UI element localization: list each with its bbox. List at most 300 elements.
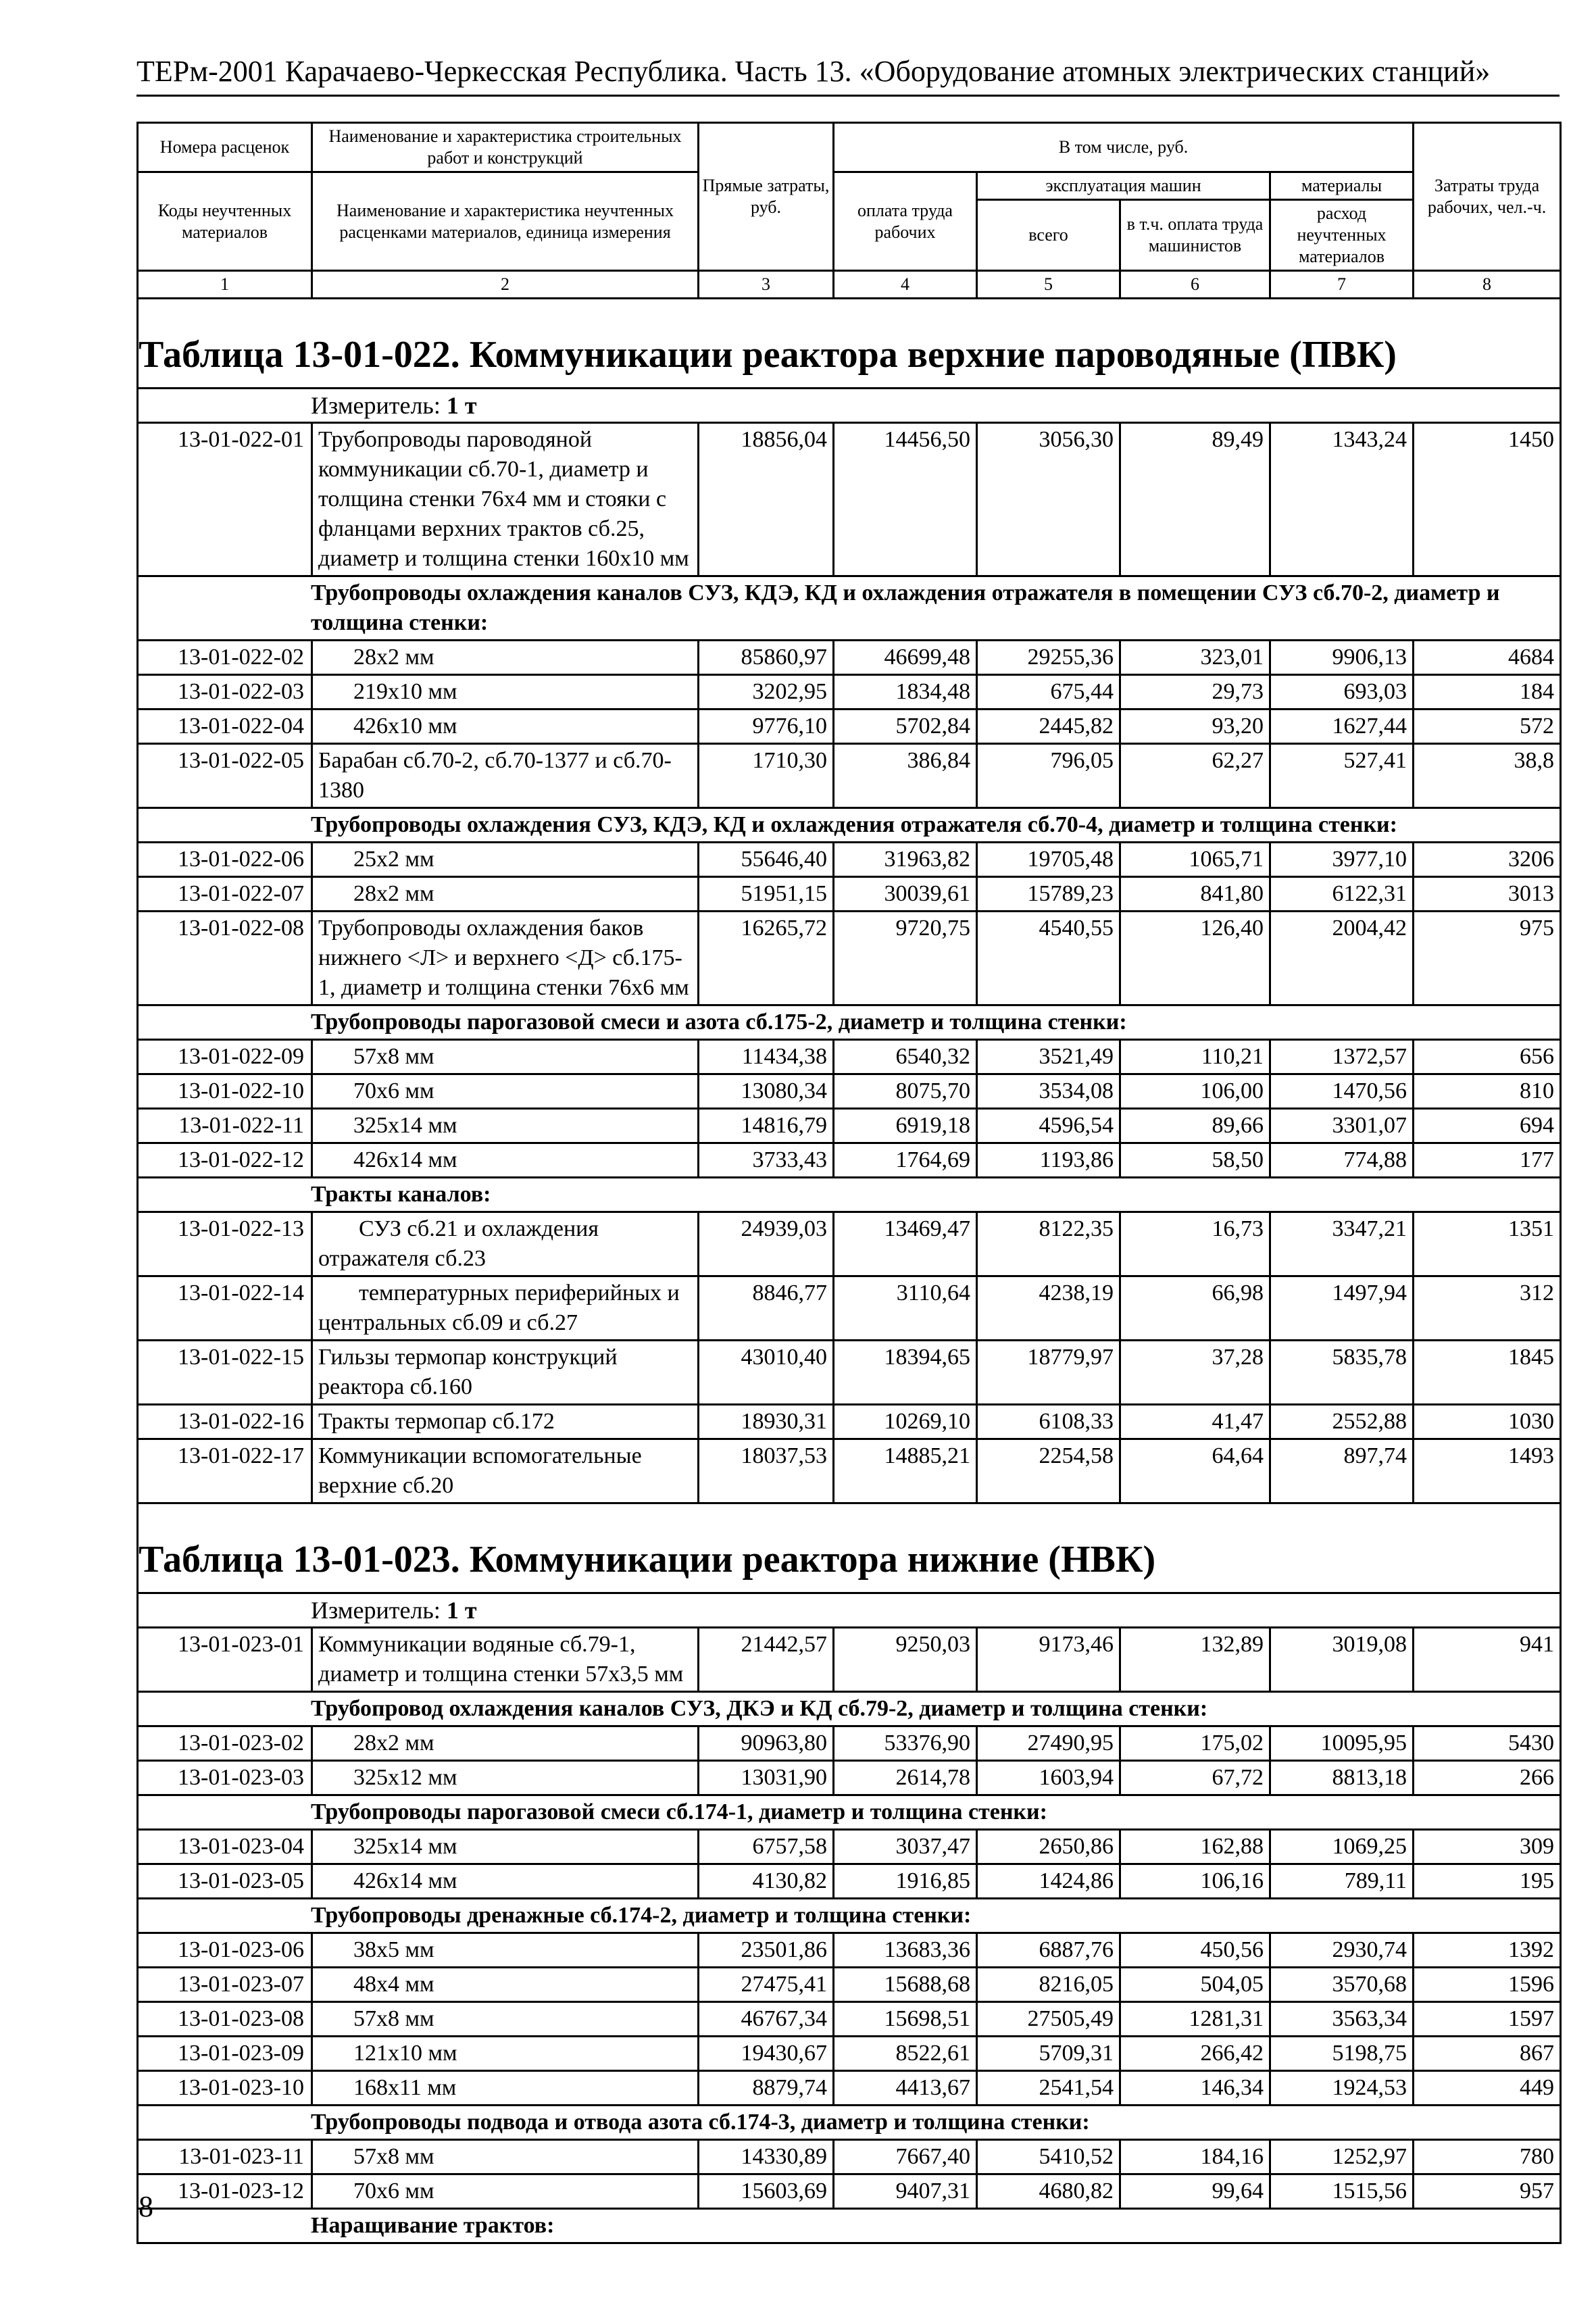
material-consumption-value: 5835,78 <box>1270 1341 1414 1405</box>
worker-pay-value: 7667,40 <box>834 2140 977 2174</box>
rate-code: 13-01-023-02 <box>138 1726 312 1761</box>
labor-costs-value: 1351 <box>1414 1212 1561 1276</box>
machines-total-value: 27505,49 <box>977 2002 1120 2037</box>
page-header: ТЕРм-2001 Карачаево-Черкесская Республика. Часть 13. «Оборудование атомных электрических станций» <box>136 55 1491 88</box>
rate-description: 426х10 мм <box>312 710 699 744</box>
measure-value: 1 т <box>446 392 477 419</box>
machines-total-value: 1193,86 <box>977 1143 1120 1178</box>
direct-costs-value: 43010,40 <box>699 1341 834 1405</box>
direct-costs-value: 46767,34 <box>699 2002 834 2037</box>
machinist-pay-value: 266,42 <box>1120 2037 1270 2071</box>
worker-pay-value: 14885,21 <box>834 1439 977 1503</box>
labor-costs-value: 184 <box>1414 675 1561 710</box>
header-worker-pay: оплата труда рабочих <box>834 172 977 271</box>
rate-code: 13-01-022-05 <box>138 744 312 808</box>
direct-costs-value: 51951,15 <box>699 877 834 912</box>
direct-costs-value: 21442,57 <box>699 1628 834 1692</box>
column-number: 8 <box>1414 271 1561 299</box>
rate-row <box>138 912 1561 1005</box>
worker-pay-value: 13683,36 <box>834 1933 977 1968</box>
rate-description: 38х5 мм <box>312 1933 699 1968</box>
material-consumption-value: 774,88 <box>1270 1143 1414 1178</box>
worker-pay-value: 5702,84 <box>834 710 977 744</box>
direct-costs-value: 3733,43 <box>699 1143 834 1178</box>
material-consumption-value: 2552,88 <box>1270 1405 1414 1439</box>
section-heading: Наращивание трактов: <box>138 2209 1561 2243</box>
labor-costs-value: 3013 <box>1414 877 1561 912</box>
material-consumption-value: 1627,44 <box>1270 710 1414 744</box>
labor-costs-value: 309 <box>1414 1830 1561 1864</box>
worker-pay-value: 13469,47 <box>834 1212 977 1276</box>
labor-costs-value: 694 <box>1414 1109 1561 1143</box>
worker-pay-value: 1916,85 <box>834 1864 977 1899</box>
rate-description: температурных периферийных и центральных сб.09 и сб.27 <box>312 1276 699 1341</box>
material-consumption-value: 1924,53 <box>1270 2071 1414 2106</box>
machinist-pay-value: 89,49 <box>1120 423 1270 576</box>
labor-costs-value: 656 <box>1414 1040 1561 1074</box>
section-heading: Трубопроводы охлаждения каналов СУЗ, КДЭ, КД и охлаждения отражателя в помещении СУЗ сб.70-2, диаметр и толщина стенки: <box>138 576 1561 641</box>
labor-costs-value: 1493 <box>1414 1439 1561 1503</box>
direct-costs-value: 18930,31 <box>699 1405 834 1439</box>
machinist-pay-value: 41,47 <box>1120 1405 1270 1439</box>
machines-total-value: 3056,30 <box>977 423 1120 576</box>
section-heading: Тракты каналов: <box>138 1178 1561 1212</box>
section-heading: Трубопроводы парогазовой смеси сб.174-1, диаметр и толщина стенки: <box>138 1795 1561 1830</box>
rate-code: 13-01-023-01 <box>138 1628 312 1692</box>
rate-code: 13-01-022-01 <box>138 423 312 576</box>
worker-pay-value: 53376,90 <box>834 1726 977 1761</box>
machines-total-value: 9173,46 <box>977 1628 1120 1692</box>
machinist-pay-value: 58,50 <box>1120 1143 1270 1178</box>
machinist-pay-value: 37,28 <box>1120 1341 1270 1405</box>
rate-description: 28х2 мм <box>312 877 699 912</box>
rate-row <box>138 1726 1561 1761</box>
machines-total-value: 4680,82 <box>977 2174 1120 2209</box>
rate-code: 13-01-022-02 <box>138 641 312 675</box>
rate-description: 121х10 мм <box>312 2037 699 2071</box>
labor-costs-value: 1596 <box>1414 1968 1561 2002</box>
section-heading: Трубопроводы парогазовой смеси и азота сб.175-2, диаметр и толщина стенки: <box>138 1005 1561 1040</box>
material-consumption-value: 1372,57 <box>1270 1040 1414 1074</box>
header-material-codes: Коды неучтенных материалов <box>138 172 312 271</box>
rate-row <box>138 843 1561 877</box>
direct-costs-value: 13080,34 <box>699 1074 834 1109</box>
rate-description: 70х6 мм <box>312 1074 699 1109</box>
rates-table <box>136 122 1562 2244</box>
section-heading: Трубопровод охлаждения каналов СУЗ, ДКЭ и КД сб.79-2, диаметр и толщина стенки: <box>138 1692 1561 1726</box>
rate-row <box>138 2037 1561 2071</box>
worker-pay-value: 9250,03 <box>834 1628 977 1692</box>
rate-row <box>138 1074 1561 1109</box>
machinist-pay-value: 146,34 <box>1120 2071 1270 2106</box>
worker-pay-value: 6540,32 <box>834 1040 977 1074</box>
machines-total-value: 27490,95 <box>977 1726 1120 1761</box>
labor-costs-value: 266 <box>1414 1761 1561 1795</box>
worker-pay-value: 386,84 <box>834 744 977 808</box>
machinist-pay-value: 504,05 <box>1120 1968 1270 2002</box>
labor-costs-value: 38,8 <box>1414 744 1561 808</box>
material-consumption-value: 3019,08 <box>1270 1628 1414 1692</box>
worker-pay-value: 3037,47 <box>834 1830 977 1864</box>
worker-pay-value: 1834,48 <box>834 675 977 710</box>
rate-code: 13-01-023-09 <box>138 2037 312 2071</box>
direct-costs-value: 55646,40 <box>699 843 834 877</box>
direct-costs-value: 11434,38 <box>699 1040 834 1074</box>
header-work-name: Наименование и характеристика строительных работ и конструкций <box>312 123 699 172</box>
machinist-pay-value: 67,72 <box>1120 1761 1270 1795</box>
section-row <box>138 2209 1561 2243</box>
column-number: 7 <box>1270 271 1414 299</box>
direct-costs-value: 85860,97 <box>699 641 834 675</box>
machines-total-value: 8122,35 <box>977 1212 1120 1276</box>
page-number: 8 <box>139 2190 153 2223</box>
rate-code: 13-01-023-10 <box>138 2071 312 2106</box>
rate-description: Трубопроводы охлаждения баков нижнего <Л> и верхнего <Д> сб.175-1, диаметр и толщина стенки 76х6 мм <box>312 912 699 1005</box>
machines-total-value: 4238,19 <box>977 1276 1120 1341</box>
labor-costs-value: 1450 <box>1414 423 1561 576</box>
rate-code: 13-01-023-06 <box>138 1933 312 1968</box>
material-consumption-value: 1069,25 <box>1270 1830 1414 1864</box>
worker-pay-value: 31963,82 <box>834 843 977 877</box>
header-materials: материалы <box>1270 172 1414 200</box>
direct-costs-value: 6757,58 <box>699 1830 834 1864</box>
header-including: В том числе, руб. <box>834 123 1414 172</box>
worker-pay-value: 30039,61 <box>834 877 977 912</box>
material-consumption-value: 3347,21 <box>1270 1212 1414 1276</box>
rate-description: 70х6 мм <box>312 2174 699 2209</box>
table-caption: Таблица 13-01-023. Коммуникации реактора нижние (НВК) <box>138 1503 1561 1593</box>
direct-costs-value: 16265,72 <box>699 912 834 1005</box>
rate-description: Гильзы термопар конструкций реактора сб.160 <box>312 1341 699 1405</box>
machines-total-value: 2541,54 <box>977 2071 1120 2106</box>
rate-description: 48х4 мм <box>312 1968 699 2002</box>
machines-total-value: 3521,49 <box>977 1040 1120 1074</box>
column-number: 5 <box>977 271 1120 299</box>
machines-total-value: 29255,36 <box>977 641 1120 675</box>
section-row <box>138 1692 1561 1726</box>
direct-costs-value: 13031,90 <box>699 1761 834 1795</box>
rate-code: 13-01-022-10 <box>138 1074 312 1109</box>
material-consumption-value: 3570,68 <box>1270 1968 1414 2002</box>
labor-costs-value: 3206 <box>1414 843 1561 877</box>
section-row <box>138 1005 1561 1040</box>
material-consumption-value: 1252,97 <box>1270 2140 1414 2174</box>
machinist-pay-value: 175,02 <box>1120 1726 1270 1761</box>
rate-description: 57х8 мм <box>312 2140 699 2174</box>
machines-total-value: 3534,08 <box>977 1074 1120 1109</box>
worker-pay-value: 6919,18 <box>834 1109 977 1143</box>
machines-total-value: 2254,58 <box>977 1439 1120 1503</box>
section-row <box>138 2106 1561 2140</box>
machinist-pay-value: 1065,71 <box>1120 843 1270 877</box>
rate-description: 25х2 мм <box>312 843 699 877</box>
machines-total-value: 4540,55 <box>977 912 1120 1005</box>
measure-row <box>138 389 1561 423</box>
worker-pay-value: 2614,78 <box>834 1761 977 1795</box>
machines-total-value: 796,05 <box>977 744 1120 808</box>
section-row <box>138 1178 1561 1212</box>
header-labor-costs: Затраты труда рабочих, чел.-ч. <box>1414 123 1561 271</box>
machines-total-value: 19705,48 <box>977 843 1120 877</box>
machinist-pay-value: 89,66 <box>1120 1109 1270 1143</box>
worker-pay-value: 15698,51 <box>834 2002 977 2037</box>
measure-unit <box>138 1593 1561 1628</box>
rate-row <box>138 423 1561 576</box>
header-rule <box>136 95 1560 97</box>
machinist-pay-value: 110,21 <box>1120 1040 1270 1074</box>
direct-costs-value: 27475,41 <box>699 1968 834 2002</box>
labor-costs-value: 449 <box>1414 2071 1561 2106</box>
rate-row <box>138 2071 1561 2106</box>
rate-row <box>138 1968 1561 2002</box>
header-rate-number: Номера расценок <box>138 123 312 172</box>
rate-code: 13-01-023-08 <box>138 2002 312 2037</box>
section-row <box>138 576 1561 641</box>
material-consumption-value: 527,41 <box>1270 744 1414 808</box>
direct-costs-value: 90963,80 <box>699 1726 834 1761</box>
rate-row <box>138 1341 1561 1405</box>
measure-label: Измеритель: <box>311 1597 441 1624</box>
worker-pay-value: 14456,50 <box>834 423 977 576</box>
rate-row <box>138 1761 1561 1795</box>
material-consumption-value: 3563,34 <box>1270 2002 1414 2037</box>
rate-code: 13-01-023-07 <box>138 1968 312 2002</box>
worker-pay-value: 3110,64 <box>834 1276 977 1341</box>
section-heading: Трубопроводы дренажные сб.174-2, диаметр и толщина стенки: <box>138 1899 1561 1933</box>
machines-total-value: 4596,54 <box>977 1109 1120 1143</box>
machinist-pay-value: 184,16 <box>1120 2140 1270 2174</box>
rate-code: 13-01-022-09 <box>138 1040 312 1074</box>
rate-row <box>138 877 1561 912</box>
machines-total-value: 1603,94 <box>977 1761 1120 1795</box>
rate-row <box>138 1405 1561 1439</box>
labor-costs-value: 5430 <box>1414 1726 1561 1761</box>
column-number: 2 <box>312 271 699 299</box>
rate-row <box>138 710 1561 744</box>
machinist-pay-value: 93,20 <box>1120 710 1270 744</box>
machines-total-value: 6108,33 <box>977 1405 1120 1439</box>
measure-value: 1 т <box>446 1597 477 1624</box>
measure-label: Измеритель: <box>311 392 441 419</box>
labor-costs-value: 312 <box>1414 1276 1561 1341</box>
rate-code: 13-01-022-08 <box>138 912 312 1005</box>
rates-document <box>136 122 1560 2244</box>
material-consumption-value: 2004,42 <box>1270 912 1414 1005</box>
column-number: 1 <box>138 271 312 299</box>
rate-row <box>138 641 1561 675</box>
machinist-pay-value: 62,27 <box>1120 744 1270 808</box>
worker-pay-value: 10269,10 <box>834 1405 977 1439</box>
worker-pay-value: 46699,48 <box>834 641 977 675</box>
rate-row <box>138 1109 1561 1143</box>
direct-costs-value: 15603,69 <box>699 2174 834 2209</box>
rate-description: 325х12 мм <box>312 1761 699 1795</box>
section-row <box>138 1795 1561 1830</box>
labor-costs-value: 957 <box>1414 2174 1561 2209</box>
measure-row <box>138 1593 1561 1628</box>
rate-code: 13-01-022-06 <box>138 843 312 877</box>
worker-pay-value: 8522,61 <box>834 2037 977 2071</box>
table-caption-row <box>138 1503 1561 1593</box>
rate-description: Коммуникации вспомогательные верхние сб.20 <box>312 1439 699 1503</box>
rate-row <box>138 675 1561 710</box>
header-machines-total: всего <box>977 200 1120 271</box>
rate-description: 28х2 мм <box>312 641 699 675</box>
worker-pay-value: 1764,69 <box>834 1143 977 1178</box>
rate-row <box>138 1933 1561 1968</box>
machines-total-value: 2650,86 <box>977 1830 1120 1864</box>
section-row <box>138 1899 1561 1933</box>
material-consumption-value: 9906,13 <box>1270 641 1414 675</box>
rate-code: 13-01-022-03 <box>138 675 312 710</box>
header-machinist-pay: в т.ч. оплата труда машинистов <box>1120 200 1270 271</box>
rate-code: 13-01-023-11 <box>138 2140 312 2174</box>
material-consumption-value: 5198,75 <box>1270 2037 1414 2071</box>
machinist-pay-value: 450,56 <box>1120 1933 1270 1968</box>
rate-description: СУЗ сб.21 и охлаждения отражателя сб.23 <box>312 1212 699 1276</box>
material-consumption-value: 6122,31 <box>1270 877 1414 912</box>
direct-costs-value: 19430,67 <box>699 2037 834 2071</box>
rate-code: 13-01-022-14 <box>138 1276 312 1341</box>
machines-total-value: 2445,82 <box>977 710 1120 744</box>
labor-costs-value: 4684 <box>1414 641 1561 675</box>
rate-row <box>138 1628 1561 1692</box>
rate-code: 13-01-022-17 <box>138 1439 312 1503</box>
rate-description: Барабан сб.70-2, сб.70-1377 и сб.70-1380 <box>312 744 699 808</box>
direct-costs-value: 1710,30 <box>699 744 834 808</box>
rate-description: Тракты термопар сб.172 <box>312 1405 699 1439</box>
rate-description: Трубопроводы пароводяной коммуникации сб.70-1, диаметр и толщина стенки 76х4 мм и стояки с фланцами верхних трактов сб.25, диаметр и толщина стенки 160х10 мм <box>312 423 699 576</box>
rate-description: 168х11 мм <box>312 2071 699 2106</box>
table-caption-row <box>138 299 1561 389</box>
material-consumption-value: 1515,56 <box>1270 2174 1414 2209</box>
labor-costs-value: 810 <box>1414 1074 1561 1109</box>
rate-description: 57х8 мм <box>312 1040 699 1074</box>
rate-description: 426х14 мм <box>312 1143 699 1178</box>
rate-row <box>138 1864 1561 1899</box>
rate-code: 13-01-023-04 <box>138 1830 312 1864</box>
column-numbers <box>138 271 1561 299</box>
header-material-consumption: расход неучтенных материалов <box>1270 200 1414 271</box>
machinist-pay-value: 64,64 <box>1120 1439 1270 1503</box>
column-number: 3 <box>699 271 834 299</box>
rate-row <box>138 1276 1561 1341</box>
labor-costs-value: 1030 <box>1414 1405 1561 1439</box>
column-number: 4 <box>834 271 977 299</box>
machines-total-value: 15789,23 <box>977 877 1120 912</box>
machinist-pay-value: 126,40 <box>1120 912 1270 1005</box>
machinist-pay-value: 29,73 <box>1120 675 1270 710</box>
worker-pay-value: 18394,65 <box>834 1341 977 1405</box>
rate-row <box>138 2140 1561 2174</box>
material-consumption-value: 3301,07 <box>1270 1109 1414 1143</box>
rate-description: 57х8 мм <box>312 2002 699 2037</box>
labor-costs-value: 177 <box>1414 1143 1561 1178</box>
material-consumption-value: 2930,74 <box>1270 1933 1414 1968</box>
labor-costs-value: 1845 <box>1414 1341 1561 1405</box>
machines-total-value: 1424,86 <box>977 1864 1120 1899</box>
section-heading: Трубопроводы подвода и отвода азота сб.174-3, диаметр и толщина стенки: <box>138 2106 1561 2140</box>
header-direct-costs: Прямые затраты, руб. <box>699 123 834 271</box>
machines-total-value: 675,44 <box>977 675 1120 710</box>
machines-total-value: 5709,31 <box>977 2037 1120 2071</box>
direct-costs-value: 18037,53 <box>699 1439 834 1503</box>
section-row <box>138 808 1561 843</box>
rate-code: 13-01-022-16 <box>138 1405 312 1439</box>
measure-unit <box>138 389 1561 423</box>
labor-costs-value: 867 <box>1414 2037 1561 2071</box>
rate-description: 325х14 мм <box>312 1109 699 1143</box>
direct-costs-value: 24939,03 <box>699 1212 834 1276</box>
machinist-pay-value: 162,88 <box>1120 1830 1270 1864</box>
labor-costs-value: 572 <box>1414 710 1561 744</box>
rate-description: Коммуникации водяные сб.79-1, диаметр и толщина стенки 57х3,5 мм <box>312 1628 699 1692</box>
material-consumption-value: 10095,95 <box>1270 1726 1414 1761</box>
header-machines: эксплуатация машин <box>977 172 1270 200</box>
labor-costs-value: 1597 <box>1414 2002 1561 2037</box>
rate-row <box>138 1830 1561 1864</box>
table-caption: Таблица 13-01-022. Коммуникации реактора верхние пароводяные (ПВК) <box>138 299 1561 389</box>
direct-costs-value: 8846,77 <box>699 1276 834 1341</box>
material-consumption-value: 3977,10 <box>1270 843 1414 877</box>
machinist-pay-value: 66,98 <box>1120 1276 1270 1341</box>
rate-row <box>138 744 1561 808</box>
rate-code: 13-01-022-15 <box>138 1341 312 1405</box>
worker-pay-value: 9720,75 <box>834 912 977 1005</box>
material-consumption-value: 1343,24 <box>1270 423 1414 576</box>
direct-costs-value: 23501,86 <box>699 1933 834 1968</box>
rate-code: 13-01-023-03 <box>138 1761 312 1795</box>
rate-row <box>138 2174 1561 2209</box>
direct-costs-value: 9776,10 <box>699 710 834 744</box>
machinist-pay-value: 16,73 <box>1120 1212 1270 1276</box>
material-consumption-value: 789,11 <box>1270 1864 1414 1899</box>
table-header <box>138 123 1561 299</box>
direct-costs-value: 14330,89 <box>699 2140 834 2174</box>
labor-costs-value: 941 <box>1414 1628 1561 1692</box>
rate-code: 13-01-023-05 <box>138 1864 312 1899</box>
labor-costs-value: 780 <box>1414 2140 1561 2174</box>
machinist-pay-value: 99,64 <box>1120 2174 1270 2209</box>
worker-pay-value: 4413,67 <box>834 2071 977 2106</box>
worker-pay-value: 8075,70 <box>834 1074 977 1109</box>
labor-costs-value: 195 <box>1414 1864 1561 1899</box>
rate-row <box>138 1040 1561 1074</box>
machines-total-value: 5410,52 <box>977 2140 1120 2174</box>
machines-total-value: 6887,76 <box>977 1933 1120 1968</box>
direct-costs-value: 14816,79 <box>699 1109 834 1143</box>
rate-code: 13-01-022-13 <box>138 1212 312 1276</box>
section-heading: Трубопроводы охлаждения СУЗ, КДЭ, КД и охлаждения отражателя сб.70-4, диаметр и толщина стенки: <box>138 808 1561 843</box>
rate-code: 13-01-022-07 <box>138 877 312 912</box>
direct-costs-value: 8879,74 <box>699 2071 834 2106</box>
direct-costs-value: 3202,95 <box>699 675 834 710</box>
rate-row <box>138 1143 1561 1178</box>
labor-costs-value: 975 <box>1414 912 1561 1005</box>
rate-row <box>138 1212 1561 1276</box>
direct-costs-value: 4130,82 <box>699 1864 834 1899</box>
labor-costs-value: 1392 <box>1414 1933 1561 1968</box>
machinist-pay-value: 132,89 <box>1120 1628 1270 1692</box>
machinist-pay-value: 1281,31 <box>1120 2002 1270 2037</box>
rate-code: 13-01-022-04 <box>138 710 312 744</box>
material-consumption-value: 1470,56 <box>1270 1074 1414 1109</box>
worker-pay-value: 15688,68 <box>834 1968 977 2002</box>
rate-code: 13-01-022-12 <box>138 1143 312 1178</box>
direct-costs-value: 18856,04 <box>699 423 834 576</box>
material-consumption-value: 693,03 <box>1270 675 1414 710</box>
rate-row <box>138 2002 1561 2037</box>
